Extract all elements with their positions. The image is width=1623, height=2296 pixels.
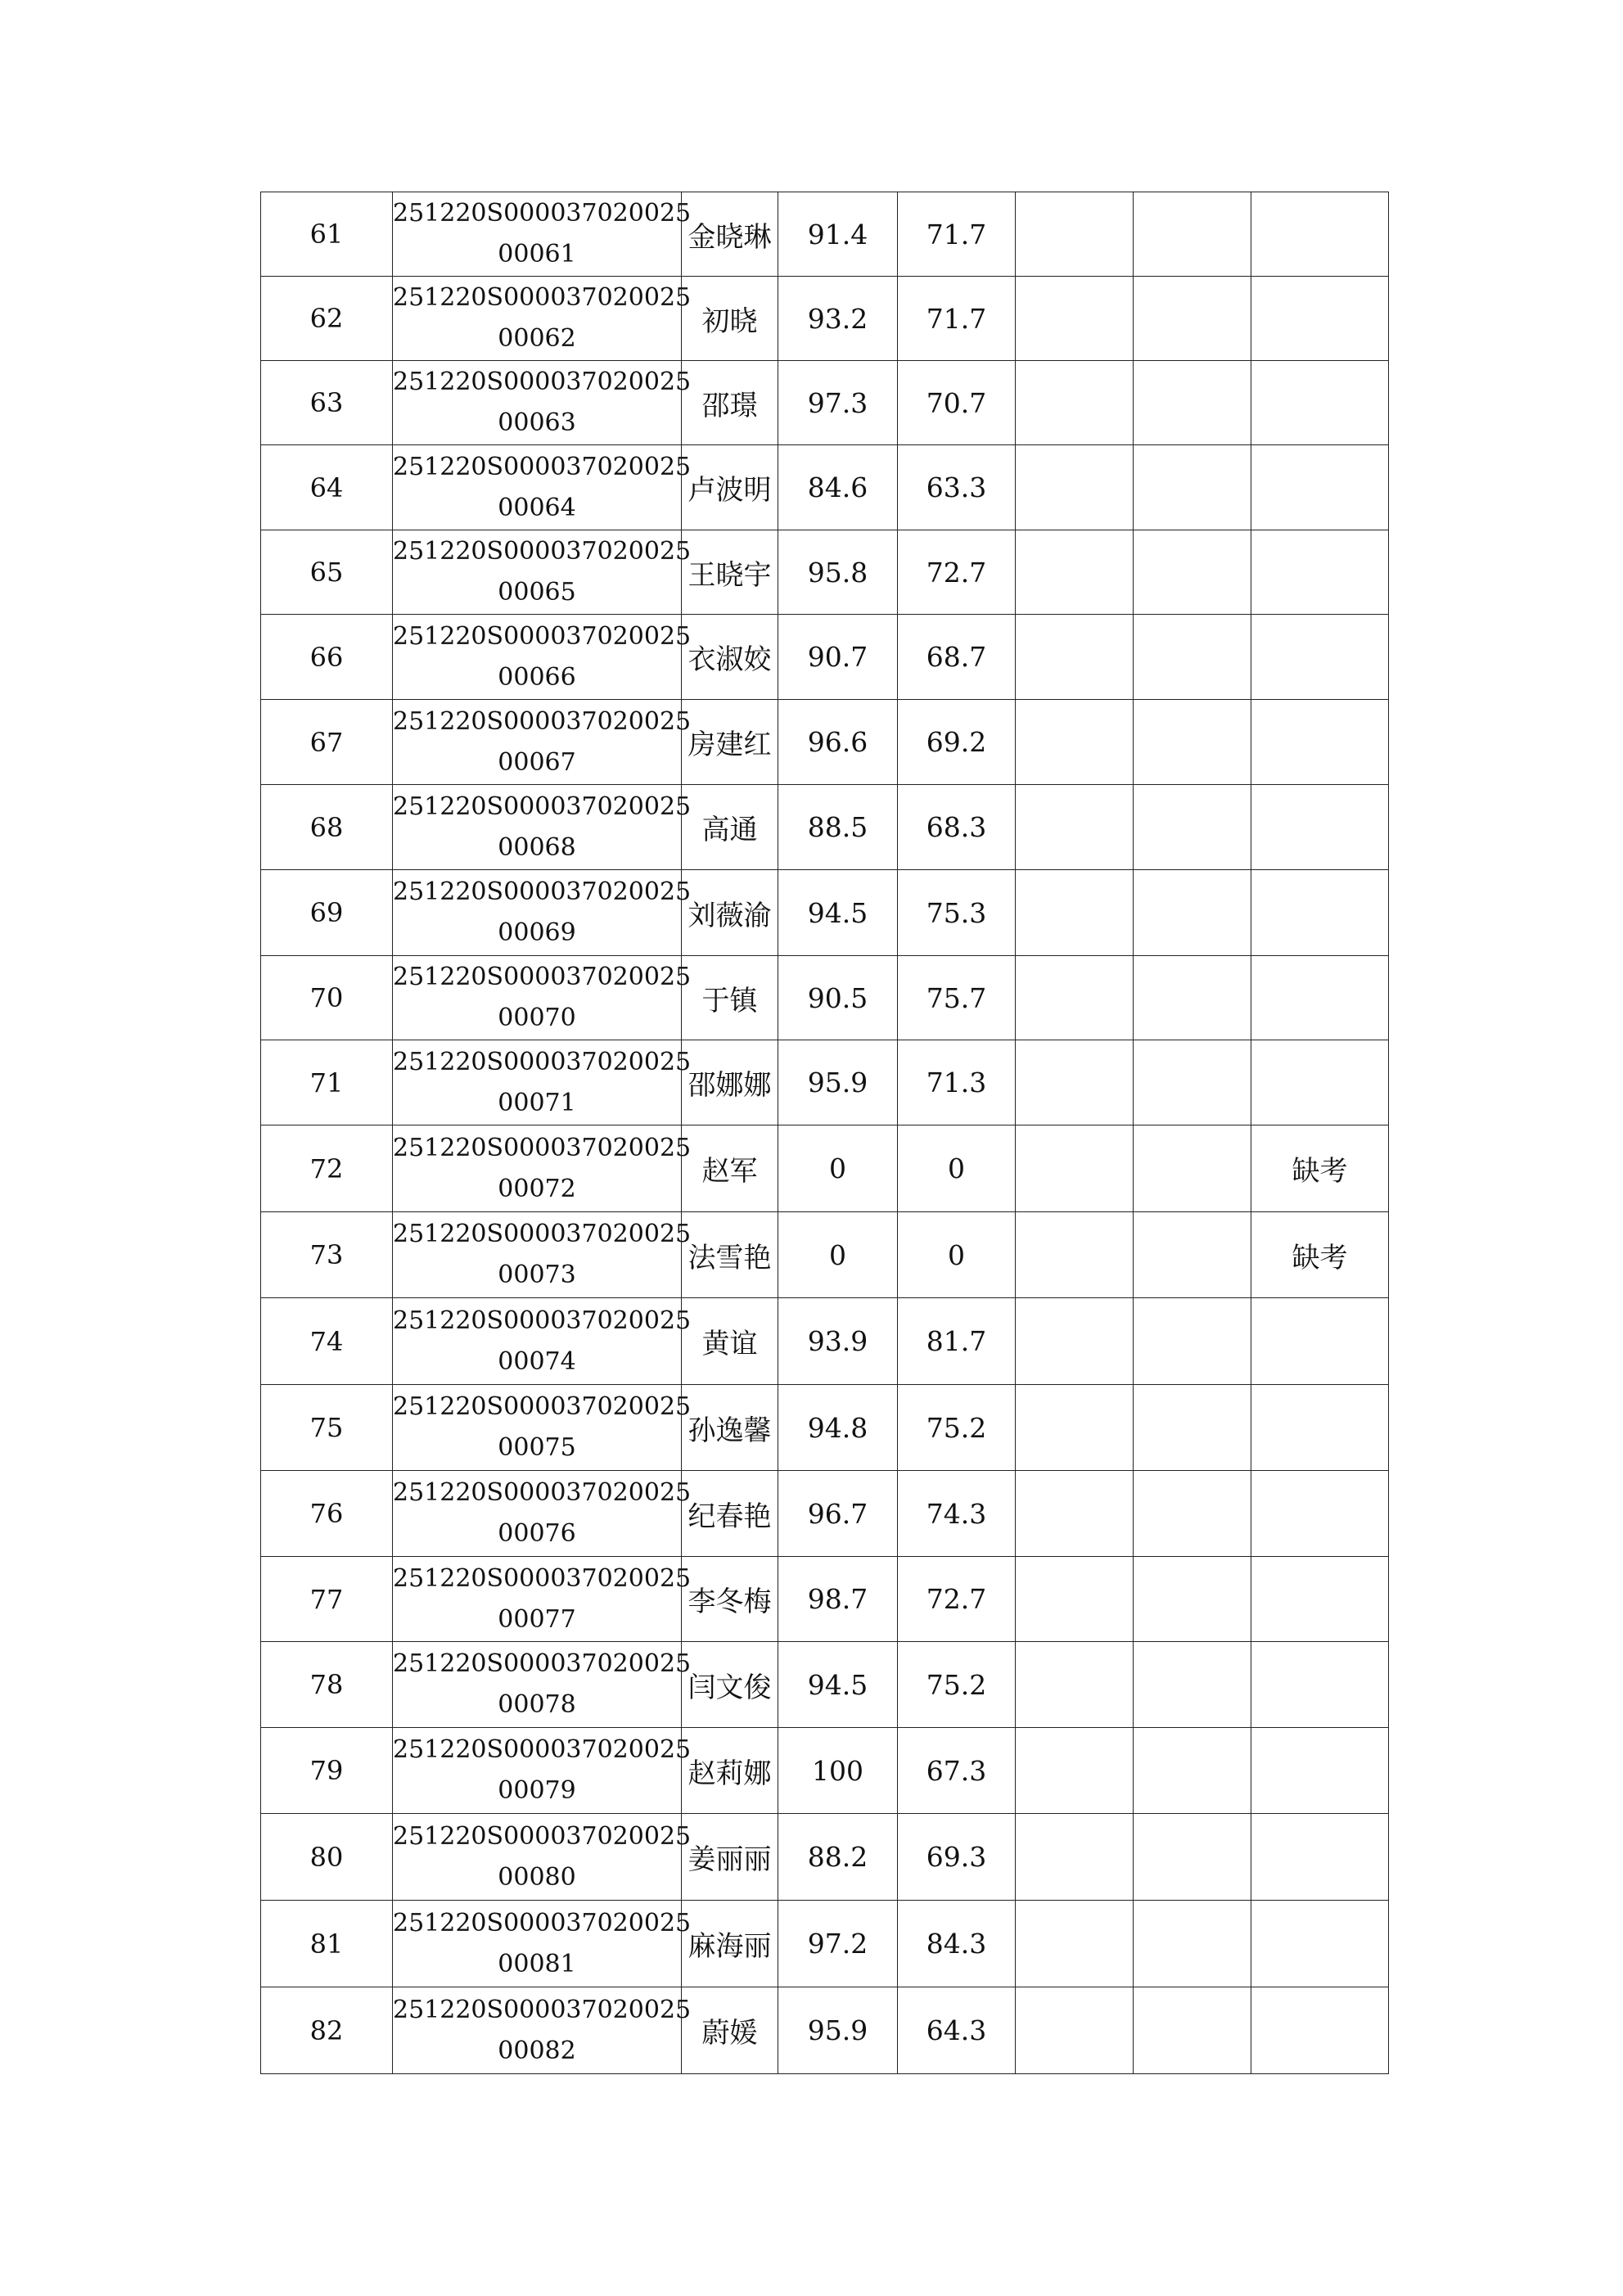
name-cell: 邵娜娜 bbox=[682, 1040, 778, 1125]
empty-cell bbox=[1134, 1125, 1251, 1212]
registration-id-line-2: 00067 bbox=[498, 747, 576, 777]
registration-id-cell bbox=[393, 785, 692, 870]
score-2-cell: 63.3 bbox=[898, 445, 1016, 530]
score-1-cell: 88.2 bbox=[778, 1814, 898, 1901]
registration-id-cell bbox=[393, 530, 692, 615]
score-table bbox=[260, 192, 1389, 2074]
empty-cell bbox=[1016, 870, 1134, 956]
score-1-cell: 97.3 bbox=[778, 361, 898, 445]
score-1-cell: 93.2 bbox=[778, 277, 898, 361]
registration-id-line-2: 00079 bbox=[498, 1776, 576, 1805]
name-cell: 赵军 bbox=[682, 1125, 778, 1212]
empty-cell bbox=[1016, 192, 1134, 277]
registration-id-line-2: 00062 bbox=[498, 324, 576, 353]
empty-cell bbox=[1016, 1814, 1134, 1901]
row-number-cell: 74 bbox=[261, 1298, 393, 1385]
score-2-cell: 74.3 bbox=[898, 1471, 1016, 1557]
row-number-cell: 64 bbox=[261, 445, 393, 530]
score-1-cell: 90.5 bbox=[778, 956, 898, 1040]
name-cell: 孙逸馨 bbox=[682, 1385, 778, 1471]
name-cell: 高通 bbox=[682, 785, 778, 870]
registration-id-cell bbox=[393, 1557, 692, 1642]
registration-id-line-2: 00081 bbox=[498, 1949, 576, 1978]
row-number-cell: 73 bbox=[261, 1212, 393, 1298]
table-row bbox=[261, 785, 1389, 870]
remark-cell bbox=[1251, 785, 1389, 870]
name-cell: 初晓 bbox=[682, 277, 778, 361]
table-row bbox=[261, 1987, 1389, 2074]
empty-cell bbox=[1016, 1471, 1134, 1557]
registration-id-cell bbox=[393, 700, 692, 785]
name-cell: 刘薇渝 bbox=[682, 870, 778, 956]
remark-cell bbox=[1251, 1642, 1389, 1728]
score-1-cell: 95.8 bbox=[778, 530, 898, 615]
registration-id-cell bbox=[393, 870, 692, 956]
row-number-cell: 71 bbox=[261, 1040, 393, 1125]
score-1-cell: 96.6 bbox=[778, 700, 898, 785]
registration-id-cell bbox=[393, 192, 692, 277]
remark-cell bbox=[1251, 530, 1389, 615]
empty-cell bbox=[1016, 530, 1134, 615]
table-row bbox=[261, 530, 1389, 615]
row-number-cell: 70 bbox=[261, 956, 393, 1040]
name-cell: 卢波明 bbox=[682, 445, 778, 530]
name-cell: 王晓宇 bbox=[682, 530, 778, 615]
registration-id-cell bbox=[393, 1298, 692, 1385]
score-1-cell: 95.9 bbox=[778, 1987, 898, 2074]
empty-cell bbox=[1134, 277, 1251, 361]
registration-id-cell bbox=[393, 361, 692, 445]
registration-id-line-1: 251220S000037020025 bbox=[393, 792, 692, 821]
registration-id-line-1: 251220S000037020025 bbox=[393, 963, 692, 991]
registration-id-line-2: 00071 bbox=[498, 1088, 576, 1117]
row-number-cell: 76 bbox=[261, 1471, 393, 1557]
registration-id-line-2: 00069 bbox=[498, 918, 576, 947]
row-number-cell: 66 bbox=[261, 615, 393, 700]
table-body bbox=[261, 192, 1389, 2074]
empty-cell bbox=[1134, 1385, 1251, 1471]
score-2-cell: 64.3 bbox=[898, 1987, 1016, 2074]
score-1-cell: 0 bbox=[778, 1125, 898, 1212]
row-number-cell: 65 bbox=[261, 530, 393, 615]
row-number-cell: 81 bbox=[261, 1901, 393, 1987]
score-1-cell: 95.9 bbox=[778, 1040, 898, 1125]
name-cell: 邵璟 bbox=[682, 361, 778, 445]
score-2-cell: 72.7 bbox=[898, 530, 1016, 615]
empty-cell bbox=[1134, 1040, 1251, 1125]
registration-id-line-2: 00077 bbox=[498, 1604, 576, 1634]
registration-id-cell bbox=[393, 1125, 692, 1212]
empty-cell bbox=[1016, 361, 1134, 445]
registration-id-line-1: 251220S000037020025 bbox=[393, 621, 692, 651]
score-1-cell: 0 bbox=[778, 1212, 898, 1298]
row-number-cell: 80 bbox=[261, 1814, 393, 1901]
empty-cell bbox=[1016, 1728, 1134, 1814]
empty-cell bbox=[1134, 1728, 1251, 1814]
registration-id-line-1: 251220S000037020025 bbox=[393, 1392, 692, 1421]
registration-id-line-1: 251220S000037020025 bbox=[393, 1908, 692, 1937]
name-cell: 姜丽丽 bbox=[682, 1814, 778, 1901]
empty-cell bbox=[1016, 1125, 1134, 1212]
name-cell: 蔚媛 bbox=[682, 1987, 778, 2074]
table-row bbox=[261, 277, 1389, 361]
empty-cell bbox=[1134, 1298, 1251, 1385]
registration-id-cell bbox=[393, 445, 692, 530]
registration-id-line-2: 00065 bbox=[498, 578, 576, 607]
empty-cell bbox=[1134, 1471, 1251, 1557]
empty-cell bbox=[1016, 277, 1134, 361]
row-number-cell: 77 bbox=[261, 1557, 393, 1642]
row-number-cell: 68 bbox=[261, 785, 393, 870]
row-number-cell: 69 bbox=[261, 870, 393, 956]
registration-id-cell bbox=[393, 1814, 692, 1901]
name-cell: 衣淑姣 bbox=[682, 615, 778, 700]
row-number-cell: 78 bbox=[261, 1642, 393, 1728]
table-row bbox=[261, 1642, 1389, 1728]
name-cell: 赵莉娜 bbox=[682, 1728, 778, 1814]
score-1-cell: 97.2 bbox=[778, 1901, 898, 1987]
row-number-cell: 72 bbox=[261, 1125, 393, 1212]
registration-id-cell bbox=[393, 1471, 692, 1557]
registration-id-cell bbox=[393, 1901, 692, 1987]
table-row bbox=[261, 1125, 1389, 1212]
name-cell: 闫文俊 bbox=[682, 1642, 778, 1728]
name-cell: 金晓琳 bbox=[682, 192, 778, 277]
registration-id-line-2: 00080 bbox=[498, 1862, 576, 1892]
row-number-cell: 62 bbox=[261, 277, 393, 361]
registration-id-line-1: 251220S000037020025 bbox=[393, 1735, 692, 1764]
score-2-cell: 69.3 bbox=[898, 1814, 1016, 1901]
table-row bbox=[261, 870, 1389, 956]
empty-cell bbox=[1134, 1212, 1251, 1298]
score-2-cell: 70.7 bbox=[898, 361, 1016, 445]
empty-cell bbox=[1016, 1557, 1134, 1642]
registration-id-line-1: 251220S000037020025 bbox=[393, 1133, 692, 1162]
empty-cell bbox=[1134, 1557, 1251, 1642]
table-row bbox=[261, 1471, 1389, 1557]
score-1-cell: 94.8 bbox=[778, 1385, 898, 1471]
empty-cell bbox=[1134, 1814, 1251, 1901]
score-2-cell: 72.7 bbox=[898, 1557, 1016, 1642]
name-cell: 黄谊 bbox=[682, 1298, 778, 1385]
empty-cell bbox=[1016, 1212, 1134, 1298]
remark-cell bbox=[1251, 956, 1389, 1040]
remark-cell bbox=[1251, 192, 1389, 277]
table-row bbox=[261, 192, 1389, 277]
registration-id-line-1: 251220S000037020025 bbox=[393, 877, 692, 906]
table-row bbox=[261, 1212, 1389, 1298]
registration-id-cell bbox=[393, 1040, 692, 1125]
empty-cell bbox=[1016, 700, 1134, 785]
registration-id-line-1: 251220S000037020025 bbox=[393, 1649, 692, 1678]
remark-cell bbox=[1251, 1901, 1389, 1987]
score-2-cell: 68.7 bbox=[898, 615, 1016, 700]
remark-cell bbox=[1251, 1298, 1389, 1385]
empty-cell bbox=[1016, 1385, 1134, 1471]
table-row bbox=[261, 700, 1389, 785]
empty-cell bbox=[1016, 1901, 1134, 1987]
registration-id-line-1: 251220S000037020025 bbox=[393, 537, 692, 566]
score-1-cell: 91.4 bbox=[778, 192, 898, 277]
registration-id-cell bbox=[393, 1728, 692, 1814]
registration-id-line-2: 00068 bbox=[498, 832, 576, 862]
registration-id-line-1: 251220S000037020025 bbox=[393, 1306, 692, 1335]
score-2-cell: 71.3 bbox=[898, 1040, 1016, 1125]
empty-cell bbox=[1016, 785, 1134, 870]
empty-cell bbox=[1134, 615, 1251, 700]
score-2-cell: 67.3 bbox=[898, 1728, 1016, 1814]
empty-cell bbox=[1134, 361, 1251, 445]
table-row bbox=[261, 1728, 1389, 1814]
registration-id-line-2: 00073 bbox=[498, 1261, 576, 1289]
remark-cell bbox=[1251, 870, 1389, 956]
table-row bbox=[261, 1557, 1389, 1642]
remark-cell bbox=[1251, 445, 1389, 530]
row-number-cell: 79 bbox=[261, 1728, 393, 1814]
empty-cell bbox=[1016, 956, 1134, 1040]
row-number-cell: 75 bbox=[261, 1385, 393, 1471]
remark-cell: 缺考 bbox=[1251, 1212, 1389, 1298]
score-2-cell: 71.7 bbox=[898, 277, 1016, 361]
empty-cell bbox=[1134, 700, 1251, 785]
registration-id-line-1: 251220S000037020025 bbox=[393, 452, 692, 481]
registration-id-line-1: 251220S000037020025 bbox=[393, 199, 692, 228]
score-1-cell: 90.7 bbox=[778, 615, 898, 700]
row-number-cell: 61 bbox=[261, 192, 393, 277]
score-1-cell: 94.5 bbox=[778, 1642, 898, 1728]
registration-id-line-1: 251220S000037020025 bbox=[393, 706, 692, 736]
score-2-cell: 0 bbox=[898, 1212, 1016, 1298]
row-number-cell: 82 bbox=[261, 1987, 393, 2074]
row-number-cell: 63 bbox=[261, 361, 393, 445]
remark-cell bbox=[1251, 1557, 1389, 1642]
remark-cell bbox=[1251, 1728, 1389, 1814]
remark-cell bbox=[1251, 1040, 1389, 1125]
table-row bbox=[261, 1814, 1389, 1901]
registration-id-cell bbox=[393, 277, 692, 361]
empty-cell bbox=[1134, 1987, 1251, 2074]
registration-id-line-2: 00064 bbox=[498, 493, 576, 522]
registration-id-line-2: 00082 bbox=[498, 2036, 576, 2065]
empty-cell bbox=[1016, 1987, 1134, 2074]
empty-cell bbox=[1016, 1040, 1134, 1125]
score-1-cell: 94.5 bbox=[778, 870, 898, 956]
empty-cell bbox=[1134, 192, 1251, 277]
score-2-cell: 81.7 bbox=[898, 1298, 1016, 1385]
score-2-cell: 0 bbox=[898, 1125, 1016, 1212]
empty-cell bbox=[1134, 1901, 1251, 1987]
score-2-cell: 75.3 bbox=[898, 870, 1016, 956]
remark-cell bbox=[1251, 615, 1389, 700]
registration-id-line-2: 00066 bbox=[498, 662, 576, 692]
registration-id-cell bbox=[393, 956, 692, 1040]
registration-id-line-2: 00061 bbox=[498, 240, 576, 268]
table-row bbox=[261, 1298, 1389, 1385]
table-row bbox=[261, 1040, 1389, 1125]
score-2-cell: 84.3 bbox=[898, 1901, 1016, 1987]
registration-id-cell bbox=[393, 1987, 692, 2074]
empty-cell bbox=[1016, 615, 1134, 700]
empty-cell bbox=[1134, 1642, 1251, 1728]
registration-id-line-2: 00074 bbox=[498, 1346, 576, 1376]
remark-cell bbox=[1251, 277, 1389, 361]
remark-cell bbox=[1251, 1987, 1389, 2074]
score-2-cell: 68.3 bbox=[898, 785, 1016, 870]
table-row bbox=[261, 445, 1389, 530]
empty-cell bbox=[1134, 956, 1251, 1040]
registration-id-line-1: 251220S000037020025 bbox=[393, 1821, 692, 1851]
score-2-cell: 75.2 bbox=[898, 1385, 1016, 1471]
registration-id-cell bbox=[393, 615, 692, 700]
score-2-cell: 75.7 bbox=[898, 956, 1016, 1040]
registration-id-line-1: 251220S000037020025 bbox=[393, 1220, 692, 1248]
registration-id-line-2: 00072 bbox=[498, 1174, 576, 1203]
registration-id-line-2: 00075 bbox=[498, 1433, 576, 1462]
score-1-cell: 88.5 bbox=[778, 785, 898, 870]
empty-cell bbox=[1134, 530, 1251, 615]
remark-cell bbox=[1251, 1385, 1389, 1471]
name-cell: 法雪艳 bbox=[682, 1212, 778, 1298]
table-row bbox=[261, 956, 1389, 1040]
table-row bbox=[261, 1901, 1389, 1987]
name-cell: 房建红 bbox=[682, 700, 778, 785]
registration-id-line-1: 251220S000037020025 bbox=[393, 1478, 692, 1507]
remark-cell: 缺考 bbox=[1251, 1125, 1389, 1212]
score-2-cell: 71.7 bbox=[898, 192, 1016, 277]
row-number-cell: 67 bbox=[261, 700, 393, 785]
empty-cell bbox=[1134, 870, 1251, 956]
registration-id-line-1: 251220S000037020025 bbox=[393, 283, 692, 312]
remark-cell bbox=[1251, 1471, 1389, 1557]
empty-cell bbox=[1016, 1298, 1134, 1385]
score-2-cell: 69.2 bbox=[898, 700, 1016, 785]
registration-id-line-1: 251220S000037020025 bbox=[393, 1995, 692, 2024]
table-row bbox=[261, 615, 1389, 700]
score-2-cell: 75.2 bbox=[898, 1642, 1016, 1728]
registration-id-line-1: 251220S000037020025 bbox=[393, 368, 692, 396]
empty-cell bbox=[1016, 445, 1134, 530]
score-1-cell: 84.6 bbox=[778, 445, 898, 530]
remark-cell bbox=[1251, 1814, 1389, 1901]
registration-id-cell bbox=[393, 1642, 692, 1728]
registration-id-line-2: 00076 bbox=[498, 1519, 576, 1548]
score-1-cell: 93.9 bbox=[778, 1298, 898, 1385]
table-row bbox=[261, 1385, 1389, 1471]
remark-cell bbox=[1251, 700, 1389, 785]
name-cell: 纪春艳 bbox=[682, 1471, 778, 1557]
registration-id-line-2: 00063 bbox=[498, 408, 576, 437]
registration-id-line-1: 251220S000037020025 bbox=[393, 1563, 692, 1593]
registration-id-line-2: 00070 bbox=[498, 1004, 576, 1032]
name-cell: 李冬梅 bbox=[682, 1557, 778, 1642]
registration-id-line-1: 251220S000037020025 bbox=[393, 1047, 692, 1076]
registration-id-cell bbox=[393, 1385, 692, 1471]
score-1-cell: 98.7 bbox=[778, 1557, 898, 1642]
empty-cell bbox=[1134, 785, 1251, 870]
remark-cell bbox=[1251, 361, 1389, 445]
score-1-cell: 96.7 bbox=[778, 1471, 898, 1557]
name-cell: 于镇 bbox=[682, 956, 778, 1040]
registration-id-cell bbox=[393, 1212, 692, 1298]
empty-cell bbox=[1016, 1642, 1134, 1728]
registration-id-line-2: 00078 bbox=[498, 1690, 576, 1719]
score-1-cell: 100 bbox=[778, 1728, 898, 1814]
empty-cell bbox=[1134, 445, 1251, 530]
table-row bbox=[261, 361, 1389, 445]
name-cell: 麻海丽 bbox=[682, 1901, 778, 1987]
